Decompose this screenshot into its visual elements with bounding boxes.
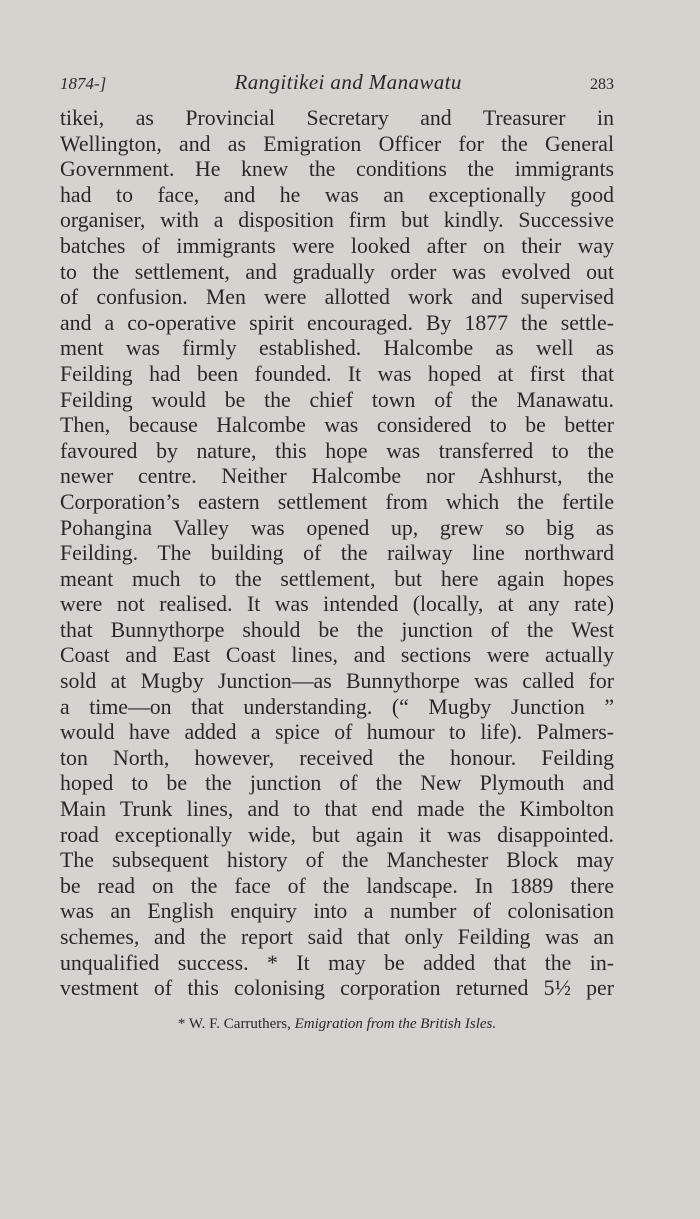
text-line: Wellington, and as Emigration Officer for the General: [60, 131, 614, 156]
text-line: batches of immigrants were looked after on their way: [60, 233, 614, 258]
text-line: Main Trunk lines, and to that end made the Kimbolton: [60, 797, 614, 822]
footnote: [60, 1016, 614, 1033]
text-line: Then, because Halcombe was considered to be better: [60, 413, 614, 438]
text-line: hoped to be the junction of the New Plymouth and: [60, 771, 614, 796]
text-line: Pohangina Valley was opened up, grew so big as: [60, 515, 614, 540]
page-number: 283: [590, 76, 614, 93]
text-line: Feilding would be the chief town of the Manawatu.: [60, 387, 614, 412]
running-header: [60, 70, 614, 95]
text-line: meant much to the settlement, but here again hopes: [60, 566, 614, 591]
text-line: be read on the face of the landscape. In 1889 there: [60, 873, 614, 898]
text-line: newer centre. Neither Halcombe nor Ashhurst, the: [60, 464, 614, 489]
text-line: Government. He knew the conditions the immigrants: [60, 157, 614, 182]
text-line: Feilding had been founded. It was hoped at first that: [60, 361, 614, 386]
text-line: Feilding. The building of the railway line northward: [60, 541, 614, 566]
header-title: Rangitikei and Manawatu: [234, 70, 462, 94]
text-line: and a co-operative spirit encouraged. By 1877 the settle-: [60, 310, 614, 335]
text-line: were not realised. It was intended (locally, at any rate): [60, 592, 614, 617]
text-line: tikei, as Provincial Secretary and Treasurer in: [60, 106, 614, 130]
text-line: that Bunnythorpe should be the junction of the West: [60, 617, 614, 642]
text-line: to the settlement, and gradually order was evolved out: [60, 259, 614, 284]
text-line: The subsequent history of the Manchester Block may: [60, 848, 614, 873]
text-line: vestment of this colonising corporation returned 5½ per: [60, 976, 614, 1001]
text-line: unqualified success. * It may be added that the in-: [60, 950, 614, 975]
text-line: a time—on that understanding. (“ Mugby Junction ”: [60, 694, 614, 719]
text-line: ment was firmly established. Halcombe as well as: [60, 336, 614, 361]
text-line: would have added a spice of humour to life). Palmers-: [60, 720, 614, 745]
text-line: of confusion. Men were allotted work and supervised: [60, 285, 614, 310]
footnote-author: * W. F. Carruthers,: [177, 1016, 291, 1032]
text-line: was an English enquiry into a number of colonisation: [60, 899, 614, 924]
text-line: had to face, and he was an exceptionally good: [60, 182, 614, 207]
text-line: road exceptionally wide, but again it was disappointed.: [60, 822, 614, 847]
header-year: 1874-]: [60, 74, 107, 93]
text-line: Corporation’s eastern settlement from which the fertile: [60, 489, 614, 514]
footnote-work-title: Emigration from the British Isles.: [294, 1016, 497, 1032]
text-line: organiser, with a disposition firm but kindly. Successive: [60, 208, 614, 233]
body-paragraph: [60, 106, 614, 1002]
text-line: Coast and East Coast lines, and sections were actually: [60, 643, 614, 668]
text-line: favoured by nature, this hope was transferred to the: [60, 438, 614, 463]
text-line: ton North, however, received the honour. Feilding: [60, 745, 614, 770]
text-line: sold at Mugby Junction—as Bunnythorpe was called for: [60, 669, 614, 694]
text-line: schemes, and the report said that only Feilding was an: [60, 925, 614, 949]
